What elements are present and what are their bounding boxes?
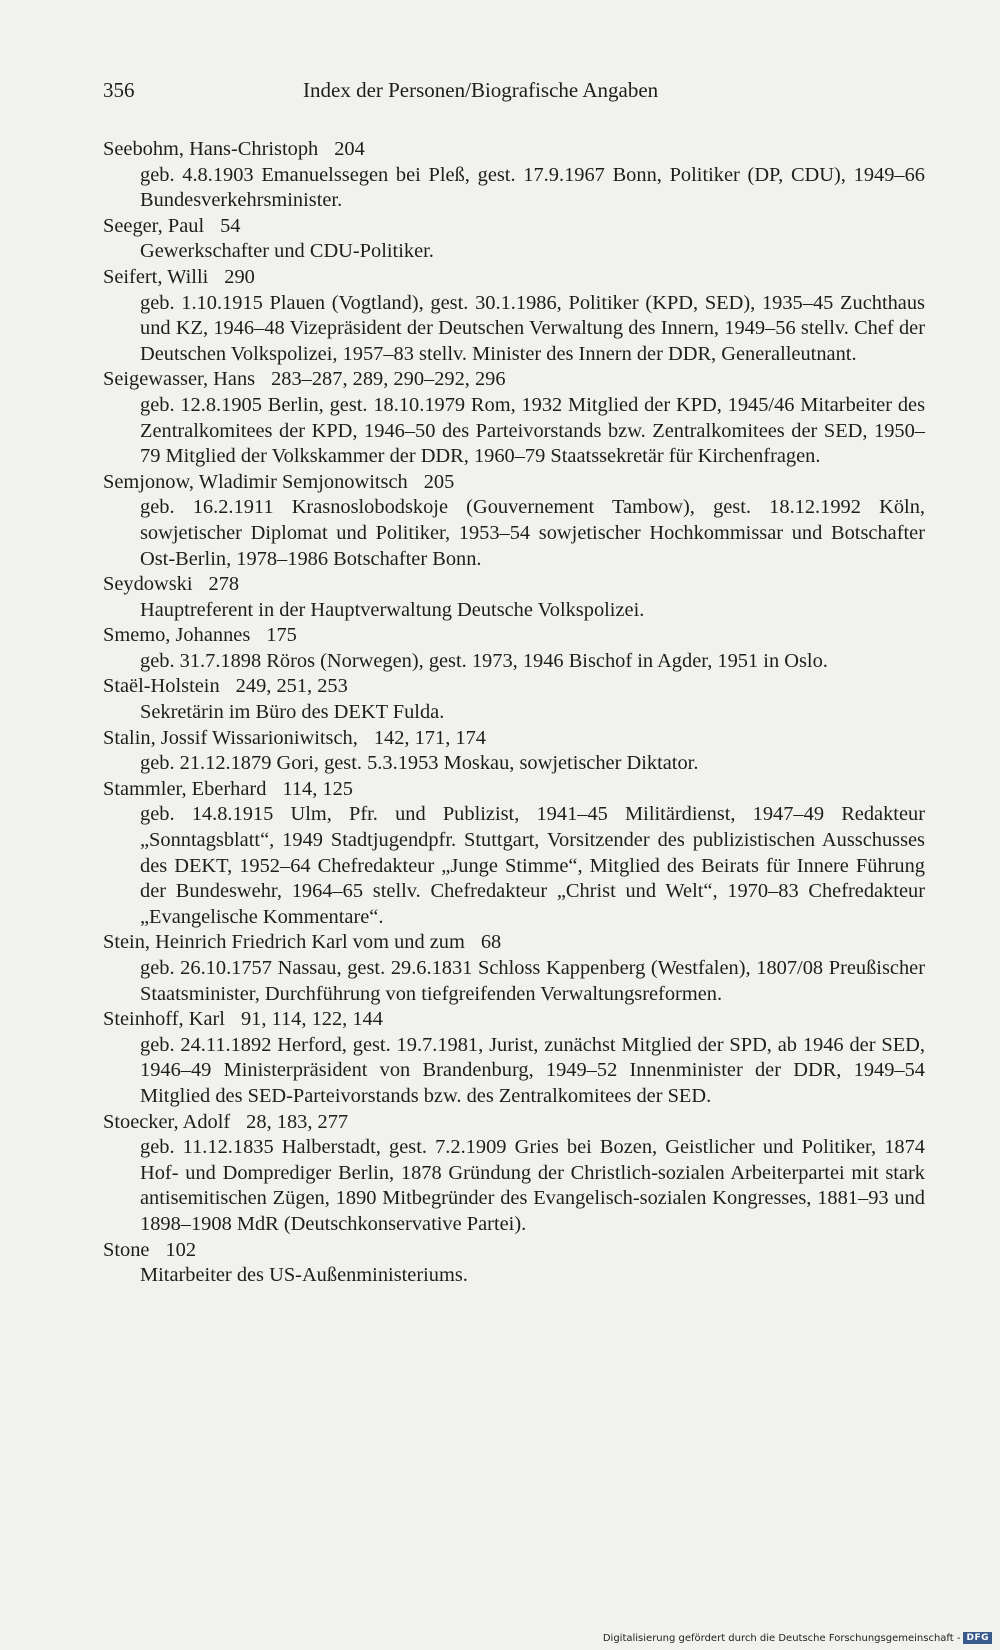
index-entry bbox=[103, 214, 925, 265]
person-name: Seeger, Paul bbox=[103, 214, 205, 237]
biography: geb. 4.8.1903 Emanuelssegen bei Pleß, gest. 17.9.1967 Bonn, Politiker (DP, CDU), 1949–66 Bundesverkehrsminister. bbox=[140, 163, 925, 212]
index-entry bbox=[103, 674, 925, 725]
index-entry bbox=[103, 137, 925, 214]
biography: Hauptreferent in der Hauptverwaltung Deutsche Volkspolizei. bbox=[140, 598, 645, 621]
person-name: Stone bbox=[103, 1238, 150, 1261]
page-header bbox=[103, 78, 723, 110]
person-name: Seifert, Willi bbox=[103, 265, 209, 288]
page-references: 290 bbox=[224, 265, 255, 288]
entry-heading bbox=[103, 623, 925, 649]
page-references: 28, 183, 277 bbox=[246, 1110, 349, 1133]
person-name: Seydowski bbox=[103, 573, 193, 596]
index-entry bbox=[103, 1110, 925, 1238]
biography: geb. 24.11.1892 Herford, gest. 19.7.1981, Jurist, zunächst Mitglied der SPD, ab 1946 der SED, 1946–49 Ministerpräsident von Brandenburg, 1949–52 Innenminister der DDR, 1949–54 Mitglied des SED-Parteivorstands bzw. des Zentralkomitees der SED. bbox=[140, 1033, 925, 1107]
entry-heading bbox=[103, 726, 925, 752]
person-name: Stalin, Jossif Wissarioniwitsch, bbox=[103, 726, 358, 749]
person-name: Seebohm, Hans-Christoph bbox=[103, 138, 319, 160]
index-entry bbox=[103, 623, 925, 674]
page-references: 91, 114, 122, 144 bbox=[240, 1008, 383, 1031]
biography: geb. 31.7.1898 Röros (Norwegen), gest. 1973, 1946 Bischof in Agder, 1951 in Oslo. bbox=[140, 649, 828, 672]
entry-heading bbox=[103, 572, 925, 598]
entry-heading bbox=[103, 1238, 925, 1264]
page-references: 175 bbox=[266, 624, 297, 647]
biography: Sekretärin im Büro des DEKT Fulda. bbox=[140, 701, 445, 724]
entry-heading bbox=[103, 1007, 925, 1033]
entry-heading bbox=[103, 137, 925, 163]
biography: geb. 12.8.1905 Berlin, gest. 18.10.1979 Rom, 1932 Mitglied der KPD, 1945/46 Mitarbeiter des Zentralkomitees der KPD, 1946–50 des Parteivorstands bzw. Zentralkomitees der SED, 1950–79 Mitglied der Volkskammer der DDR, 1960–79 Staatssekretär für Kirchenfragen. bbox=[140, 393, 925, 468]
entry-heading bbox=[103, 367, 925, 393]
index-entry bbox=[103, 470, 925, 572]
index-entry bbox=[103, 265, 925, 367]
index-entry bbox=[103, 572, 925, 623]
digitization-footer bbox=[603, 1630, 992, 1646]
running-title: Index der Personen/Biografische Angaben bbox=[303, 78, 659, 102]
index-entry bbox=[103, 1007, 925, 1109]
page-references: 102 bbox=[165, 1238, 197, 1261]
biography: geb. 16.2.1911 Krasnoslobodskoje (Gouvernement Tambow), gest. 18.12.1992 Köln, sowjetischer Diplomat und Politiker, 1953–54 sowjetischer Hochkommissar und Botschafter Ost-Berlin, 1978–1986 Botschafter Bonn. bbox=[140, 496, 925, 570]
entry-heading bbox=[103, 265, 925, 291]
index-entry bbox=[103, 777, 925, 931]
entry-heading bbox=[103, 1110, 925, 1136]
person-name: Semjonow, Wladimir Semjonowitsch bbox=[103, 470, 408, 493]
person-name: Smemo, Johannes bbox=[103, 624, 251, 647]
entry-heading bbox=[103, 470, 925, 496]
biography: Gewerkschafter und CDU-Politiker. bbox=[140, 240, 434, 263]
page-references: 114, 125 bbox=[282, 777, 354, 800]
page-references: 283–287, 289, 290–292, 296 bbox=[271, 368, 506, 391]
page-references: 278 bbox=[208, 573, 240, 596]
page-references: 204 bbox=[334, 138, 365, 160]
dfg-logo: DFG bbox=[963, 1632, 992, 1644]
entry-heading bbox=[103, 214, 925, 240]
person-name: Stoecker, Adolf bbox=[103, 1110, 231, 1133]
biography: geb. 1.10.1915 Plauen (Vogtland), gest. 30.1.1986, Politiker (KPD, SED), 1935–45 Zuchthaus und KZ, 1946–48 Vizepräsident der Deutschen Verwaltung des Innern, 1949–56 stellv. Chef der Deutschen Volkspolizei, 1957–83 stellv. Minister des Innern der DDR, Generalleutnant. bbox=[140, 291, 925, 365]
biography: geb. 11.12.1835 Halberstadt, gest. 7.2.1909 Gries bei Bozen, Geistlicher und Politiker, 1874 Hof- und Domprediger Berlin, 1878 Gründung der Christlich-sozialen Arbeiterpartei mit stark antisemitischen Zügen, 1890 Mitbegründer des Evangelisch-sozialen Kongresses, 1881–93 und 1898–1908 MdR (Deutschkonservative Partei). bbox=[140, 1136, 925, 1235]
person-name: Staël-Holstein bbox=[103, 675, 220, 698]
index-entry bbox=[103, 726, 925, 777]
page-references: 68 bbox=[480, 931, 502, 954]
entry-heading bbox=[103, 674, 925, 700]
biography: geb. 21.12.1879 Gori, gest. 5.3.1953 Moskau, sowjetischer Diktator. bbox=[140, 752, 699, 775]
funding-notice: Digitalisierung gefördert durch die Deutsche Forschungsgemeinschaft - bbox=[602, 1632, 961, 1644]
index-entry bbox=[103, 930, 925, 1007]
page-references: 205 bbox=[423, 470, 455, 493]
entry-heading bbox=[103, 777, 925, 803]
page-references: 142, 171, 174 bbox=[373, 726, 486, 749]
page-number: 356 bbox=[103, 78, 135, 102]
biography: geb. 14.8.1915 Ulm, Pfr. und Publizist, 1941–45 Militärdienst, 1947–49 Redakteur „Sonntagsblatt“, 1949 Stadtjugendpfr. Stuttgart, Vorsitzender des publizistischen Ausschusses des DEKT, 1952–64 Chefredakteur „Junge Stimme“, Mitglied des Beirats für Innere Führung der Bundeswehr, 1964–65 stellv. Chefredakteur „Christ und Welt“, 1970–83 Chefredakteur „Evangelische Kommentare“. bbox=[140, 803, 925, 928]
entry-heading bbox=[103, 930, 925, 956]
person-name: Stammler, Eberhard bbox=[103, 777, 267, 800]
biography: geb. 26.10.1757 Nassau, gest. 29.6.1831 Schloss Kappenberg (Westfalen), 1807/08 Preußischer Staatsminister, Durchführung von tiefgreifenden Verwaltungsreformen. bbox=[140, 957, 925, 1005]
person-name: Seigewasser, Hans bbox=[103, 368, 256, 391]
person-name: Steinhoff, Karl bbox=[103, 1008, 225, 1031]
biography: Mitarbeiter des US-Außenministeriums. bbox=[140, 1264, 468, 1287]
page-references: 54 bbox=[220, 214, 241, 237]
index-entry bbox=[103, 367, 925, 469]
index-entry bbox=[103, 1238, 925, 1289]
person-name: Stein, Heinrich Friedrich Karl vom und zum bbox=[103, 931, 465, 954]
page-references: 249, 251, 253 bbox=[235, 675, 348, 698]
index-entries bbox=[103, 137, 925, 1289]
